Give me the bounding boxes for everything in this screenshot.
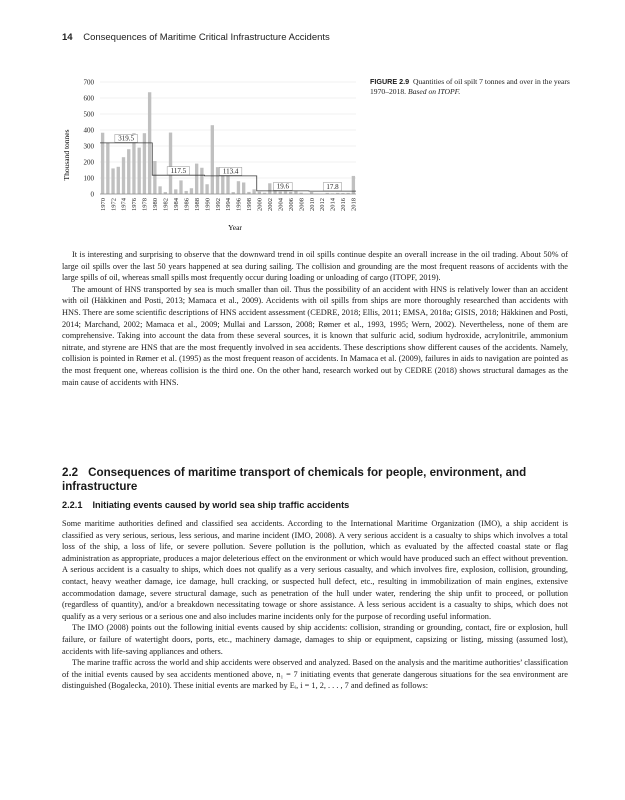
x-tick-label: 2006: [287, 198, 295, 211]
decade-average-label: 319.5: [118, 134, 134, 143]
x-tick-label: 1970: [99, 198, 107, 211]
bar-1992: [216, 167, 219, 194]
bar-2007: [294, 191, 297, 194]
x-tick-label: 1990: [204, 198, 212, 211]
bar-1978: [143, 133, 146, 194]
x-tick-label: 2018: [350, 198, 358, 211]
bar-1997: [242, 182, 245, 194]
bar-1972: [111, 168, 114, 194]
subsection-heading: [62, 500, 349, 510]
body-text-upper: [62, 249, 568, 388]
x-tick-label: 1980: [152, 198, 160, 211]
x-tick-label: 2008: [298, 198, 306, 211]
x-tick-label: 2014: [329, 198, 337, 211]
bar-1977: [138, 148, 141, 194]
y-tick-label: 400: [83, 126, 94, 135]
x-tick-label: 1976: [131, 198, 139, 211]
bar-1988: [195, 164, 198, 194]
paragraph: The IMO (2008) points out the following initial events caused by ship accidents: collision, stranding or grounding, contact, fire or explosion, hull failure, or failure of watertight doors, ports, etc., machinery damage, damages to ship or equipment, capsizing or listing, missing (assumed lost), accidents with life-saving appliances and others.: [62, 623, 568, 656]
x-tick-label: 1974: [120, 198, 128, 211]
decade-average-label: 117.5: [170, 166, 187, 175]
bar-1994: [226, 173, 229, 194]
x-tick-label: 1994: [225, 198, 233, 211]
bar-1970: [101, 133, 104, 194]
bar-1985: [179, 180, 182, 194]
bar-1996: [237, 181, 240, 194]
figure-source: Based on ITOPF.: [407, 87, 461, 96]
x-tick-label: 1986: [183, 198, 191, 211]
y-tick-label: 200: [83, 158, 94, 167]
figure-caption-text: Quantities of oil spilt 7 tonnes and over in the years 1970–2018.: [370, 77, 570, 96]
section-number: 2.2: [62, 466, 79, 479]
y-tick-label: 500: [83, 110, 94, 119]
bar-1989: [200, 168, 203, 194]
bar-1975: [127, 149, 130, 194]
x-tick-label: 1998: [246, 198, 254, 211]
y-tick-label: 100: [83, 174, 94, 183]
bar-1971: [106, 143, 109, 194]
bar-1974: [122, 157, 125, 194]
paragraph: It is interesting and surprising to observe that the downward trend in oil spills continue despite an overall increase in the oil trading. About 50% of large oil spills over the last 50 years happened at sea during sailing. The collision and grounding are the most frequent reasons of accidents with the large spills of oil, whereas small spills most frequently occur during loading or unloading of cargo (ITOPF, 2019).: [62, 250, 568, 283]
paragraph: The marine traffic across the world and ship accidents were observed and analyzed. Based on the analysis and the maritime authorities’ classification of the initial events caused by sea accidents mentioned above, n₁ = 7 initiating events that generate dangerous situations for the sea environment are distinguished (Bogalecka, 2010). These initial events are marked by Eᵢ, i = 1, 2, . . . , 7 and defined as follows:: [62, 658, 568, 691]
bar-1986: [185, 191, 188, 194]
y-axis-label: Thousand tonnes: [62, 129, 71, 181]
bar-1991: [211, 125, 214, 194]
y-tick-label: 0: [90, 190, 94, 199]
bar-2002: [268, 183, 271, 194]
x-tick-label: 2000: [256, 198, 264, 211]
x-tick-label: 1972: [110, 198, 118, 211]
bar-1973: [117, 167, 120, 194]
y-tick-label: 600: [83, 94, 94, 103]
decade-average-label: 19.6: [276, 182, 289, 191]
paragraph: The amount of HNS transported by sea is much smaller than oil. Thus the possibility of an accident with HNS is relatively lower than an accident with oil (Häkkinen and Posti, 2013; Mamaca et al., 2009). Accidents with oil spills from ships are more thoroughly researched than accidents with HNS. There are some scientific descriptions of HNS accident assessment (CEDRE, 2018; Ellis, 2011; EMSA, 2018a; GISIS, 2018; Häkkinen and Posti, 2014; Marchand, 2002; Mamaca et al., 2009; Mullai and Larsson, 2008; Rømer et al., 1993, 1995; Wern, 2002). Nevertheless, none of them are comprehensive. Taking into account the data from these several sources, it is known that sulfuric acid, sodium hydroxide, acrylonitrile, ammonium nitrate, and styrene are HNS that are the most frequently involved in sea accidents. These descriptions show different causes of the accidents. Namely, collision is pointed in Rømer et al. (1995) as the most frequent reason of accidents. In Mamaca et al. (2009), failures in aids to navigation are pointed as the most frequent one, whereas collision is the third one. On the other hand, research worked out by CEDRE (2018) shows structural damages as the main cause of accidents with HNS.: [62, 284, 568, 387]
x-tick-label: 1996: [235, 198, 243, 211]
body-text-lower: [62, 518, 568, 692]
figure-caption: [370, 77, 570, 97]
page-number: 14: [62, 32, 73, 43]
subsection-number: 2.2.1: [62, 500, 83, 510]
section-heading: [62, 466, 568, 494]
bar-1990: [205, 184, 208, 194]
bar-1981: [158, 186, 161, 194]
x-tick-label: 2012: [319, 198, 327, 211]
x-tick-label: 1988: [193, 198, 201, 211]
bar-1999: [252, 189, 255, 194]
bar-1983: [169, 133, 172, 194]
bar-2004: [279, 192, 282, 194]
bar-1980: [153, 161, 156, 194]
bar-2005: [284, 191, 287, 194]
section-title: Consequences of maritime transport of chemicals for people, environment, and infrastructure: [62, 466, 527, 493]
x-tick-label: 2004: [277, 198, 285, 211]
decade-average-label: 17.8: [326, 182, 339, 191]
figure-label: FIGURE 2.9: [370, 77, 410, 86]
running-header: [62, 32, 330, 43]
y-tick-label: 700: [83, 78, 94, 87]
decade-average-label: 113.4: [222, 167, 239, 176]
paragraph: Some maritime authorities defined and classified sea accidents. According to the International Maritime Organization (IMO), a ship accident is classified as very serious, serious, less serious, and marine incident (IMO, 2008). A very serious accident is a casualty to ships which involves a total loss of the ship, a loss of life, or severe pollution. Severe pollution is the pollution, which as evaluated by the affected coastal state or flag administration as appropriate, produces a major deleterious effect on the environment or which would have produced such an effect without prevention. A serious accident is a casualty to ships, which does not qualify as a very serious casualty, and which involves fire, explosion, collision, grounding, contact, heavy weather damage, ice damage, hull cracking, or suspected hull defect, etc., resulting in immobilization of main engines, extensive accommodation damage, severe structural damage, such as penetration of the hull under water, rendering the ship unfit to proceed, or pollution (regardless of quantity), and/or a breakdown necessitating towage or shore assistance. A less serious accident is a casualty to ships, which does not qualify as a very serious or a serious one and also includes marine incidents only for the purpose of recording useful information.: [62, 519, 568, 621]
bar-1984: [174, 189, 177, 194]
x-tick-label: 1992: [214, 198, 222, 211]
y-tick-label: 300: [83, 142, 94, 151]
x-tick-label: 1982: [162, 198, 170, 211]
x-axis-label: Year: [228, 223, 242, 232]
running-title: Consequences of Maritime Critical Infrastructure Accidents: [83, 32, 330, 43]
oil-spill-bar-chart: [60, 70, 370, 240]
subsection-title: Initiating events caused by world sea ship traffic accidents: [92, 500, 350, 510]
x-tick-label: 2010: [308, 198, 316, 211]
x-tick-label: 1978: [141, 198, 149, 211]
x-tick-label: 2016: [340, 198, 348, 211]
x-tick-label: 1984: [172, 198, 180, 211]
x-tick-label: 2002: [266, 198, 274, 211]
bar-1987: [190, 188, 193, 194]
